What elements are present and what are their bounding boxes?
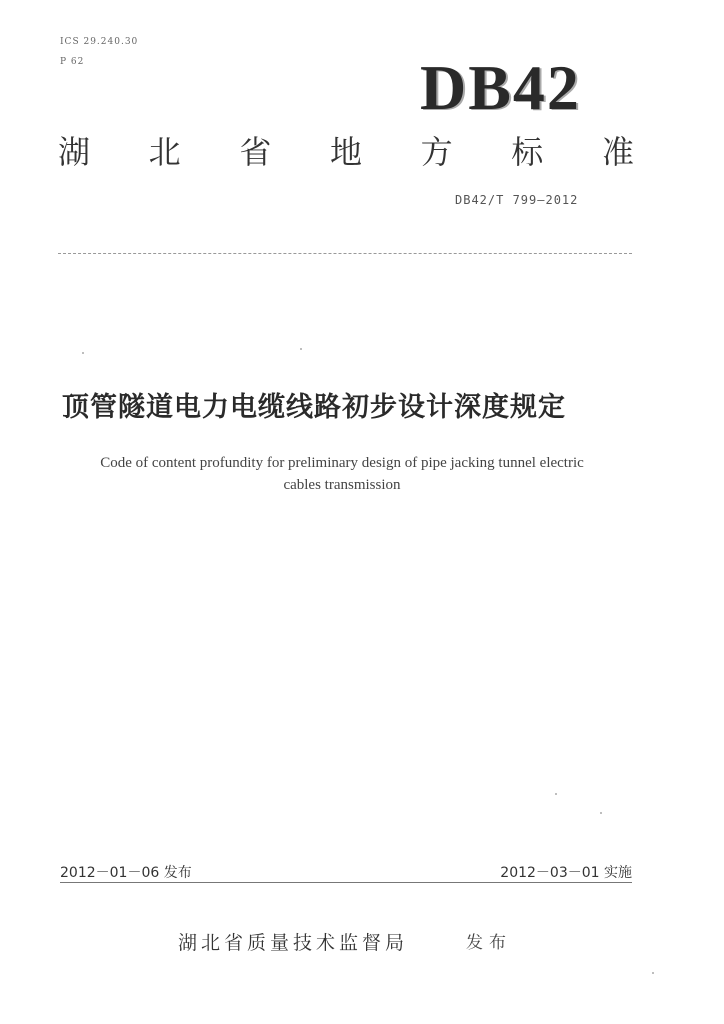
document-title-en (62, 452, 622, 496)
title-en-line: Code of content profundity for preliminary design of pipe jacking tunnel electric (100, 455, 584, 471)
bottom-divider (60, 882, 632, 883)
db42-logo: DB42 (420, 52, 581, 123)
document-title-zh: 顶管隧道电力电缆线路初步设计深度规定 (62, 392, 566, 423)
top-divider (58, 253, 632, 254)
issuing-authority: 湖北省质量技术监督局 (178, 932, 409, 954)
scan-speck (555, 793, 557, 795)
issuing-verb: 发布 (466, 933, 512, 953)
standard-number: DB42/T 799—2012 (455, 193, 579, 207)
standard-type-char: 北 (148, 133, 181, 171)
scan-speck (82, 352, 84, 354)
issue-date: 2012－01－06 发布 (60, 865, 192, 881)
implementation-date: 2012－03－01 实施 (500, 865, 632, 881)
title-en-line: cables transmission (283, 477, 401, 493)
scan-speck (300, 348, 302, 350)
ccs-code: P 62 (60, 57, 85, 67)
standard-type-char: 湖 (58, 133, 91, 171)
standard-type-char: 方 (420, 133, 453, 171)
ics-code: ICS 29.240.30 (60, 37, 139, 47)
standard-type-char: 地 (329, 133, 362, 171)
standard-type-heading (58, 132, 634, 172)
standard-type-char: 准 (601, 133, 634, 171)
standard-type-char: 标 (511, 133, 544, 171)
scan-speck (600, 812, 602, 814)
standard-type-char: 省 (239, 133, 272, 171)
scan-speck (652, 972, 654, 974)
